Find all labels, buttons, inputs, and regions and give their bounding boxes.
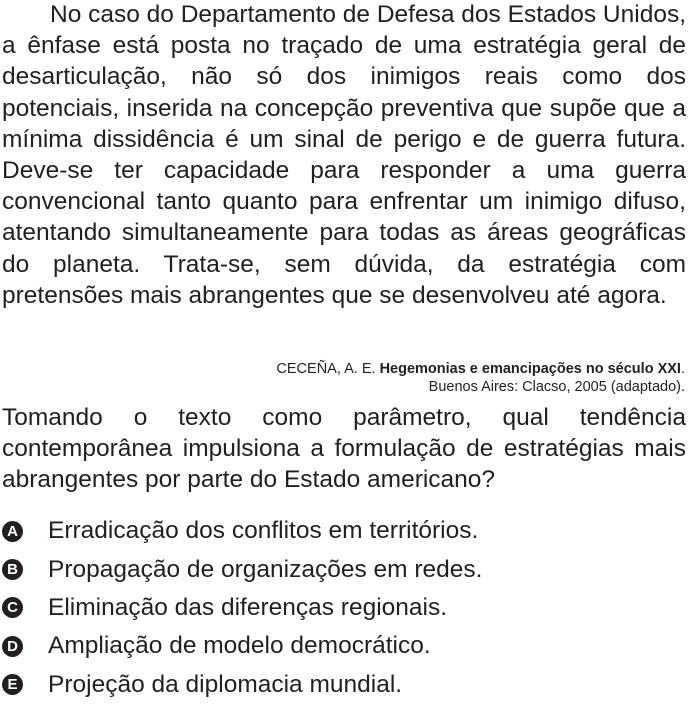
question-text: Tomando o texto como parâmetro, qual tendência contemporânea impulsiona a formulação de estratégias mais abrangentes por parte do Estado americano?	[2, 404, 686, 494]
citation-title-end: .	[680, 361, 685, 377]
citation-title: Hegemonias e emancipações no século XXI	[379, 361, 681, 377]
option-d[interactable]	[2, 627, 692, 665]
option-c-text: Eliminação das diferenças regionais.	[48, 593, 448, 621]
option-d-text: Ampliação de modelo democrático.	[48, 632, 431, 660]
citation-source	[85, 360, 685, 378]
option-b-letter-icon: B	[2, 559, 23, 580]
option-a-letter-icon: A	[2, 521, 23, 542]
option-c-letter-icon: C	[2, 597, 23, 618]
citation-publication: Buenos Aires: Clacso, 2005 (adaptado).	[428, 379, 685, 395]
option-a-text: Erradicação dos conflitos em territórios.	[48, 517, 479, 545]
option-d-letter-icon: D	[2, 636, 23, 657]
option-e-letter-icon: E	[2, 674, 23, 695]
option-a[interactable]	[2, 512, 692, 550]
option-b-text: Propagação de organizações em redes.	[48, 555, 483, 583]
citation-author: CECEÑA, A. E.	[276, 361, 380, 377]
option-c[interactable]	[2, 589, 692, 627]
answer-options	[2, 512, 692, 704]
option-e-text: Projeção da diplomacia mundial.	[48, 670, 403, 698]
passage-text: No caso do Departamento de Defesa dos Estados Unidos, a ênfase está posta no traçado de uma estratégia geral de desarticulação, não só dos inimigos reais como dos potenciais, inserida na concepção preventiva que supõe que a mínima dissidência é um sinal de perigo e de guerra futura. Deve-se ter capacidade para responder a uma guerra convencional tanto quanto para enfrentar um inimigo difuso, atentando simultaneamente para todas as áreas geográficas do planeta. Trata-se, sem dúvida, da estratégia com pretensões mais abrangentes que se desenvolveu até agora.	[2, 1, 687, 309]
option-b[interactable]	[2, 550, 692, 588]
option-e[interactable]	[2, 666, 692, 704]
